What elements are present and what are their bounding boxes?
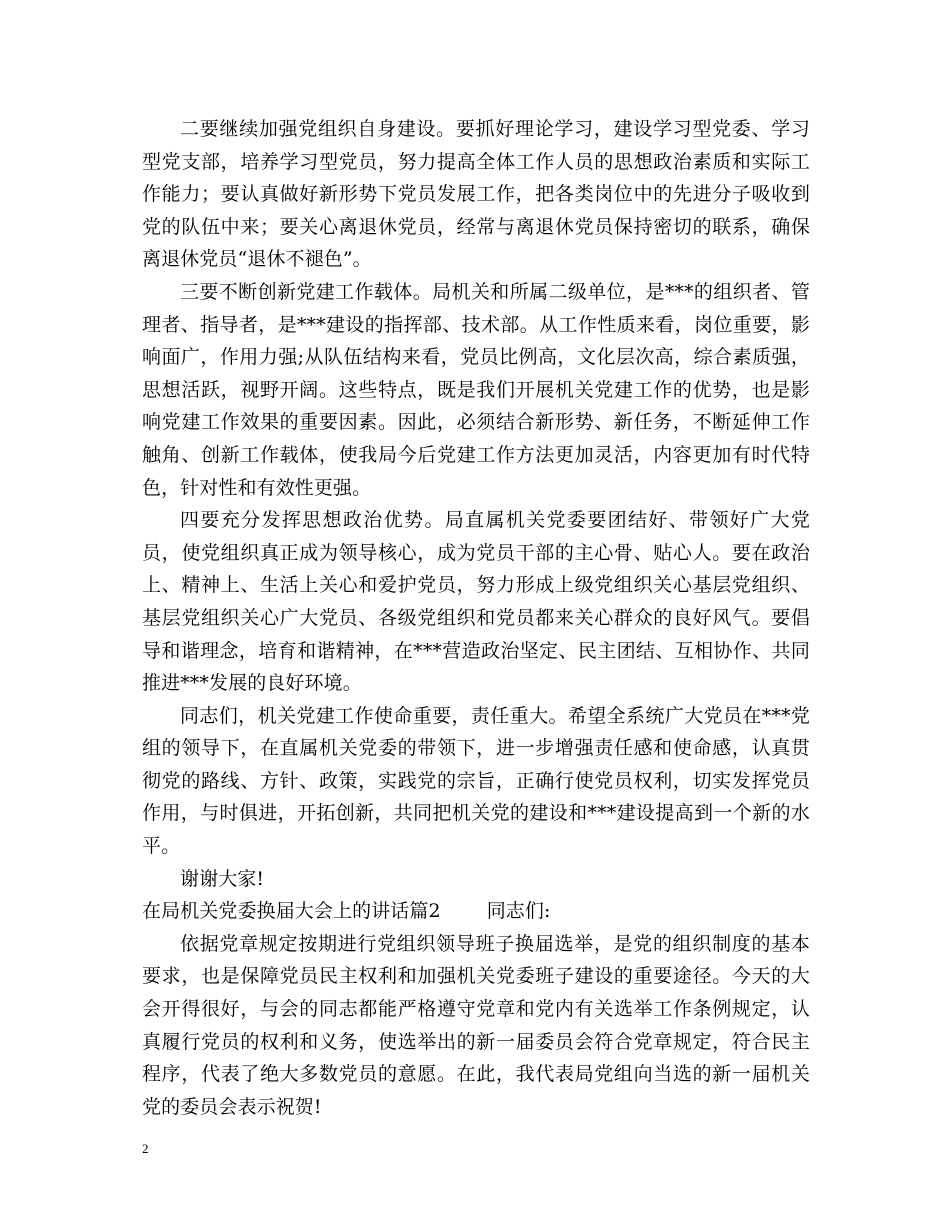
paragraph-comrades-closing: 同志们，机关党建工作使命重要，责任重大。希望全系统广大党员在***党组的领导下，在直属机关党委的带领下，进一步增强责任感和使命感，认真贯彻党的路线、方针、政策，实践党的宗旨，正确行使党员权利，切实发挥党员作用，与时俱进，开拓创新，共同把机关党的建设和***建设提高到一个新的水平。 xyxy=(142,704,810,858)
section-title: 在局机关党委换届大会上的讲话篇2 xyxy=(142,900,441,923)
paragraph-political-advantage: 四要充分发挥思想政治优势。局直属机关党委要团结好、带领好广大党员，使党组织真正成为领导核心，成为党员干部的主心骨、贴心人。要在政治上、精神上、生活上关心和爱护党员，努力形成上级党组织关心基层党组织、基层党组织关心广大党员、各级党组织和党员都来关心群众的良好风气。要倡导和谐理念，培育和谐精神，在***营造政治坚定、民主团结、互相协作、共同推进***发展的良好环境。 xyxy=(142,509,810,695)
page-number: 2 xyxy=(142,1141,149,1156)
section-heading-line xyxy=(142,895,810,928)
document-body xyxy=(142,113,810,1123)
paragraph-thanks: 谢谢大家! xyxy=(180,867,265,890)
paragraph-election-basis: 依据党章规定按期进行党组织领导班子换届选举，是党的组织制度的基本要求，也是保障党员民主权利和加强机关党委班子建设的重要途径。今天的大会开得很好，与会的同志都能严格遵守党章和党内有关选举工作条例规定，认真履行党员的权利和义务，使选举出的新一届委员会符合党章规定，符合民主程序，代表了绝大多数党员的意愿。在此，我代表局党组向当选的新一届机关党的委员会表示祝贺! xyxy=(142,932,810,1118)
salutation: 同志们: xyxy=(486,900,551,923)
paragraph-innovate-carrier: 三要不断创新党建工作载体。局机关和所属二级单位，是***的组织者、管理者、指导者，是***建设的指挥部、技术部。从工作性质来看，岗位重要，影响面广，作用力强;从队伍结构来看，党员比例高，文化层次高，综合素质强，思想活跃，视野开阔。这些特点，既是我们开展机关党建工作的优势，也是影响党建工作效果的重要因素。因此，必须结合新形势、新任务，不断延伸工作触角、创新工作载体，使我局今后党建工作方法更加灵活，内容更加有时代特色，针对性和有效性更强。 xyxy=(142,280,810,499)
paragraph-strengthen-organization: 二要继续加强党组织自身建设。要抓好理论学习，建设学习型党委、学习型党支部，培养学习型党员，努力提高全体工作人员的思想政治素质和实际工作能力；要认真做好新形势下党员发展工作，把各类岗位中的先进分子吸收到党的队伍中来；要关心离退休党员，经常与离退休党员保持密切的联系，确保离退休党员“退休不褪色”。 xyxy=(142,118,810,271)
